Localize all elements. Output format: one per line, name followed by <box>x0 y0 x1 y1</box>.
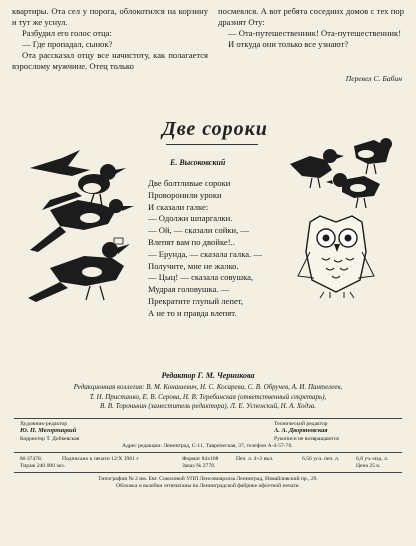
poem-line: — Цыц! — сказала совушка, <box>148 272 254 283</box>
editorial-address: Адрес редакции: Ленинград, С-11, Таврическая, 37, телефон А-4-57-76. <box>122 443 293 449</box>
pub-sheets: 6,8 уч.-изд. л. <box>356 456 389 462</box>
signed-date: Подписано к печати 12/X 1961 г <box>62 456 139 462</box>
poem-line: Прекратите глупый лепет, <box>148 295 244 306</box>
manuscripts-note: Рукописи не возвращаются <box>274 436 339 442</box>
poem-line: — Одолжи шпаргалки. <box>148 213 233 224</box>
poem-line: — Ерунда, — сказала галка. — <box>148 248 262 259</box>
poem-line: Две болтливые сороки <box>148 178 231 188</box>
story-column-left <box>12 6 208 72</box>
story-paragraph: — Где пропадал, сынок? <box>22 39 113 49</box>
story-paragraph: И откуда они только все узнают? <box>228 39 349 49</box>
poem-body <box>148 178 262 320</box>
tech-editor-name: А. А. Дворяновская <box>274 427 328 434</box>
story-paragraph: — Ота-путешественник! Ота-путешественник! <box>228 28 402 38</box>
owl-illustration <box>290 212 382 298</box>
printer-line: Типография № 2 им. Евг. Соколовой УПП Ленсовнархоза Ленинград, Измайловский пр., 29. <box>98 476 318 482</box>
format: Формат 84х108 <box>182 456 219 462</box>
editor-credit: Редактор Г. М. Черникова <box>161 371 255 380</box>
poem-line: Мудрая головушка. — <box>148 284 230 295</box>
board-line: Редакционная коллегия: В. М. Конашевич, Н. С. Косарева, С. В. Обручев, А. И. Пантелеев, <box>73 383 343 391</box>
print-sheets: Печ. л. 4+2 вкл. <box>236 456 274 462</box>
price: Цена 25 к. <box>356 463 381 469</box>
story-paragraph: Разбудил его голос отца: <box>22 28 112 38</box>
board-line: В. В. Торонькин (заместитель редактора), Л. Е. Успенский, Н. А. Ходза. <box>100 402 316 411</box>
divider <box>14 472 402 473</box>
poem-line: И сказали галке: <box>148 201 209 212</box>
poem-line: Проворонили уроки <box>148 189 222 200</box>
order-no: Заказ № 2778. <box>182 463 216 469</box>
title-underline <box>166 144 258 145</box>
art-editor-label: Художник-редактор <box>20 421 68 427</box>
poem-line: А не то и правда влепят. <box>148 307 237 318</box>
story-paragraph: посмеялся. А вот ребята соседних домов с тех пор дразнят Оту: <box>218 6 404 27</box>
board-line: Т. Н. Пристанко, Е. В. Серова, Н. В. Теребинская (ответственный секретарь), <box>89 392 327 401</box>
art-editor-name: Ю. П. Мегорницкий <box>20 427 77 434</box>
story-column-right <box>218 6 404 50</box>
proofreader: Корректор Т. Добкевская <box>20 436 80 442</box>
poem-line: Получите, мне не жалко. <box>148 260 239 271</box>
printer-line: Обложка и вклейки отпечатаны на Ленинградской фабрике офсетной печати. <box>116 483 300 489</box>
translator-credit: Перевел С. Бабин <box>345 74 402 83</box>
order-number: М-37478. <box>20 456 43 462</box>
poem-author: Е. Высоковский <box>170 158 226 167</box>
story-paragraph: квартиры. Ота сел у порога, облокотился на корзину и тут же уснул. <box>12 6 208 27</box>
story-paragraph: Ота рассказал отцу все начистоту, как полагается взрослому мужчине. Отец только <box>12 50 208 71</box>
tech-editor-label: Технический редактор <box>274 421 328 427</box>
circulation: Тираж 240 000 экз. <box>20 463 66 469</box>
magpies-illustration <box>20 140 145 315</box>
poem-title: Две сороки <box>162 118 268 140</box>
birds-illustration <box>282 134 402 216</box>
poem-line: Влепят вам по двойке!.. <box>148 236 235 247</box>
poem-line: — Ой, — сказали сойки, — <box>148 225 249 236</box>
divider <box>14 418 402 419</box>
conv-sheets: 6,56 усл. печ. л. <box>302 456 340 462</box>
divider <box>14 452 402 453</box>
editorial-board <box>18 383 398 412</box>
